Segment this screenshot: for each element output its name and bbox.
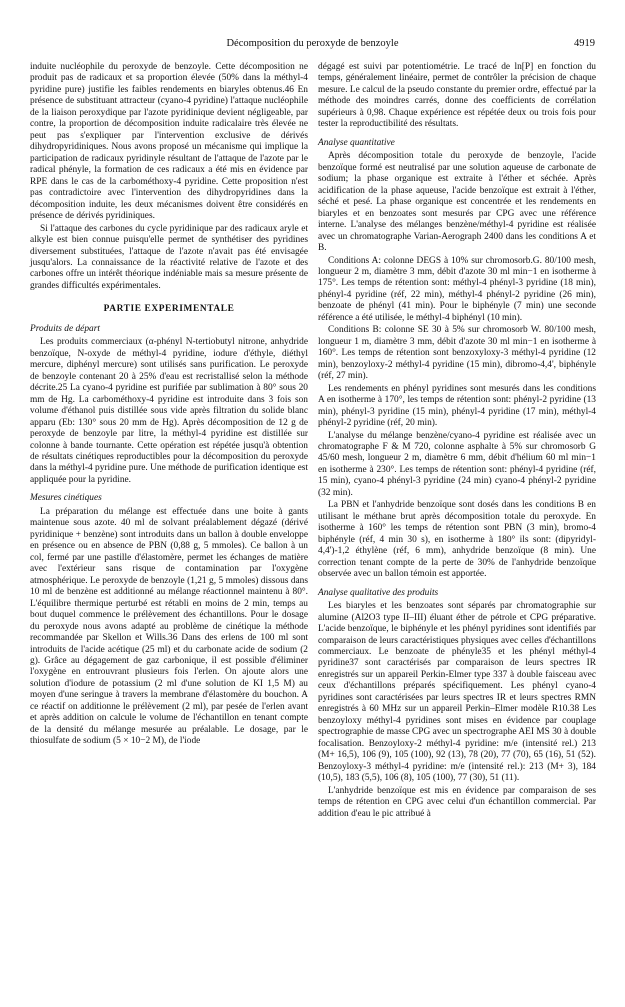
paragraph: L'analyse du mélange benzène/cyano-4 pyridine est réalisée avec un chromatographe F & M 720, colonne asphalte à 5% sur chromosorb G 45/60 mesh, longueur 2 m, diamètre 6 mm, débit d'hélium 60 ml min−1 en isotherme à 230°. Les temps de rétention sont: phényl-4 pyridine (réf, 15 min), cyano-4 phényl-3 pyridine (24 min) cyano-4 phényl-2 pyridine (32 min). [318, 430, 596, 498]
paragraph: Si l'attaque des carbones du cycle pyridinique par des radicaux aryle et alkyle est bien connue puisqu'elle permet de synthétiser des pyridines diversement substituées, l'attaque de l'azote n'avait pas été envisagée jusqu'alors. La connaissance de la réactivité relative de l'azote et des carbones offre un intérêt théorique indéniable mais sa mesure présente de grandes difficultés expérimentales. [30, 223, 308, 291]
paragraph: Les biaryles et les benzoates sont séparés par chromatographie sur alumine (Al2O3 type II–III) éluant éther de pétrole et CPG préparative. L'acide benzoïque, le biphényle et les phényl pyridines sont identifiés par comparaison de leurs caractéristiques physiques avec celles d'échantillons commerciaux. Le benzoate de phényle35 et les phényl méthyl-4 pyridine37 sont caractérisés par comparaison de leurs spectres IR enregistrés sur un appareil Perkin-Elmer type 337 à double faisceau avec ceux d'échantillons préparés spécifiquement. Les phényl cyano-4 pyridines sont caractérisées par leurs spectres IR et leurs spectres RMN enregistrés à 60 MHz sur un appareil Perkin–Elmer modèle R10.38 Les benzoyloxy méthyl-4 pyridines sont mises en évidence par couplage spectrographie de masse CPG avec un spectrographe AEI MS 30 à double focalisation. Benzoyloxy-2 méthyl-4 pyridine: m/e (intensité rel.) 213 (M+ 16,5), 106 (9), 105 (100), 92 (13), 78 (20), 77 (70), 65 (16), 51 (52). Benzoyloxy-3 méthyl-4 pyridine: m/e (intensité rel.): 213 (M+ 3), 184 (10,5), 183 (5,5), 106 (8), 105 (100), 77 (30), 51 (11). [318, 601, 596, 784]
subsection-title: Produits de départ [30, 323, 100, 334]
paragraph: dégagé est suivi par potentiométrie. Le tracé de ln[P] en fonction du temps, généralement linéaire, permet de contrôler la précision de chaque mesure. Le calcul de la pseudo constante du premier ordre, effectué par la méthode des moindres carrés, donne des coefficients de corrélation supérieurs à 0,98. Chaque expérience est répétée deux ou trois fois pour tester la reproductibilité des résultats. [318, 62, 596, 130]
paragraph: Conditions A: colonne DEGS à 10% sur chromosorb.G. 80/100 mesh, longueur 2 m, diamètre 3 mm, débit d'azote 30 ml min−1 en isotherme à 175°. Les temps de rétention sont: méthyl-4 phényl-3 pyridine (18 min), phényl-4 pyridine (réf, 22 min), méthyl-4 phényl-2 pyridine (26 min), benzoate de phényl (41 min). Pour le biphényle (7 min) une seconde référence a été utilisée, le méthyl-4 biphényl (10 min). [318, 255, 596, 323]
running-title: Décomposition du peroxyde de benzoyle [226, 38, 399, 49]
paragraph: Les rendements en phényl pyridines sont mesurés dans les conditions A en isotherme à 170°, les temps de rétention sont: phényl-2 pyridine (13 min), phényl-3 pyridine (15 min), phényl-4 pyridine (17 min), méthyl-4 phényl-2 pyridine (réf, 20 min). [318, 383, 596, 429]
paragraph: L'anhydride benzoïque est mis en évidence par comparaison de ses temps de rétention en CPG avec celui d'un échantillon commercial. Par addition d'eau le pic attribué à [318, 785, 596, 819]
paragraph: La PBN et l'anhydride benzoïque sont dosés dans les conditions B en utilisant le méthane brut après décomposition totale du peroxyde. En isotherme à 160° les temps de rétention sont PBN (3 min), bromo-4 biphényle (réf, 4 min 30 s), en isotherme à 180° ils sont: (dipyridyl-4,4')-1,2 éthylène (réf, 6 mm), anhydride benzoïque (8 min). Une correction tenant compte de la perte de 30% de l'anhydride benzoïque observée avec un ballon témoin est apportée. [318, 500, 596, 580]
paragraph: Conditions B: colonne SE 30 à 5% sur chromosorb W. 80/100 mesh, longueur 1 m, diamètre 3 mm, débit d'azote 30 ml min−1 en isotherme à 160°. Les temps de rétention sont benzoxyloxy-3 méthyl-4 pyridine (12 min), benzoyloxy-2 méthyl-4 pyridine (15 min), dibromo-4,4', biphényle (réf, 27 min). [318, 325, 596, 382]
paragraph: Les produits commerciaux (α-phényl N-tertiobutyl nitrone, anhydride benzoïque, N-oxyde de méthyl-4 pyridine, iodure d'éthyle, diéthyl mercure, diphényl mercure) sont utilisés sans purification. Le peroxyde de benzoyle contenant 20 à 25% d'eau est recristallisé selon la méthode décrite.25 La cyano-4 pyridine est purifiée par sublimation à 80° sous 20 mm de Hg. La carbométhoxy-4 pyridine est introduite dans 3 fois son volume d'éthanol puis distillée sous vide après filtration du solide blanc apparu (Eb: 130° sous 20 mm de Hg). Après décomposition de 12 g de peroxyde de benzoyle par litre, la méthyl-4 pyridine est distillée sur colonne à bande tournante. Cette opération est répétée jusqu'à obtention de résultats cinétiques reproductibles pour la décomposition du peroxyde dans la méthyl-4 pyridine pure. Une méthode de purification identique est appliquée pour la pyridine. [30, 337, 308, 485]
subsection-title: Analyse qualitative des produits [318, 587, 439, 598]
subsection-title: Mesures cinétiques [30, 493, 102, 504]
section-title: PARTIE EXPERIMENTALE [103, 304, 235, 315]
paragraph: La préparation du mélange est effectuée dans une boite à gants maintenue sous azote. 40 ml de solvant préalablement dégazé (dérivé pyridinique + benzène) sont introduits dans un ballon à double enveloppe en présence ou en absence de PBN (0,88 g, 5 mmoles). Ce ballon à un col, fermé par une pastille d'élastomère, permet les échanges de matière avec l'extérieur sans risque de contamination par l'oxygène atmosphérique. Le peroxyde de benzoyle (1,21 g, 5 mmoles) dissous dans 10 ml de benzène est additionné au mélange réactionnel maintenu à 80°. L'équilibre thermique perturbé est rétabli en moins de 2 min, temps au bout duquel commence le prélèvement des échantillons. Pour le dosage du peroxyde nous avons adapté au problème de cinétique la méthode recommandée par Skellon et Wills.36 Dans des erlens de 100 ml sont introduits de l'acide acétique (25 ml) et du carbonate acide de sodium (2 g). Grâce au dégagement de gaz carbonique, il est possible d'éliminer l'oxygène en entrouvrant plusieurs fois l'erlen. On ajoute alors une solution d'iodure de potassium (2 ml d'une solution de KI 1,5 M) au moyen d'une seringue à travers la membrane d'élastomère du bouchon. A ce réactif on additionne le prélèvement (2 ml), par pesée de l'erlen avant et après addition on calcule le volume de l'échantillon en tenant compte de la densité du mélange mesurée au préalable. Le dosage, par le thiosulfate de sodium (5 × 10−2 M), de l'iode [30, 506, 308, 747]
page-number: 4919 [574, 38, 595, 49]
subsection-title: Analyse quantitative [318, 137, 395, 148]
left-column [30, 62, 308, 749]
paragraph: Après décomposition totale du peroxyde de benzoyle, l'acide benzoïque formé est neutralisé par une solution aqueuse de carbonate de sodium; la phase organique est extraite à l'éther et séchée. Après acidification de la phase aqueuse, l'acide benzoïque est extrait à l'éther, séché et pesé. La phase organique est concentrée et les rendements en biaryles et en benzoates sont mesurés par CPG avec une référence interne. L'analyse des mélanges benzène/méthyl-4 pyridine est réalisée avec un chromatographe Varian-Aerograph 2400 dans les conditions A et B. [318, 151, 596, 254]
page-header [30, 38, 595, 52]
right-column [318, 62, 596, 821]
paragraph: induite nucléophile du peroxyde de benzoyle. Cette décomposition ne produit pas de radicaux et sa proportion élevée (50% dans la méthyl-4 pyridine pure) justifie les faibles rendements en biaryles obtenus.46 En présence de substituant attracteur (cyano-4 pyridine) l'attaque nucléophile de la liaison peroxydique par l'azote pyridinique devient négligeable, par contre, la proportion de décomposition induite radicalaire très élevée ne peut pas s'expliquer par l'intervention exclusive de dérivés dihydropyridiniques. Nous avons proposé un mécanisme qui implique la participation de radicaux pyridinyle résultant de l'attaque de l'azote par le radical phényle, la formation de ces radicaux a été mis en évidence par RPE dans le cas de la carbométhoxy-4 pyridine. Cette proposition n'est pas contradictoire avec l'intervention des dihydropyridines dans la décomposition induite, les deux mécanismes doivent être considérés en présence de dérivés pyridiniques. [30, 62, 308, 222]
